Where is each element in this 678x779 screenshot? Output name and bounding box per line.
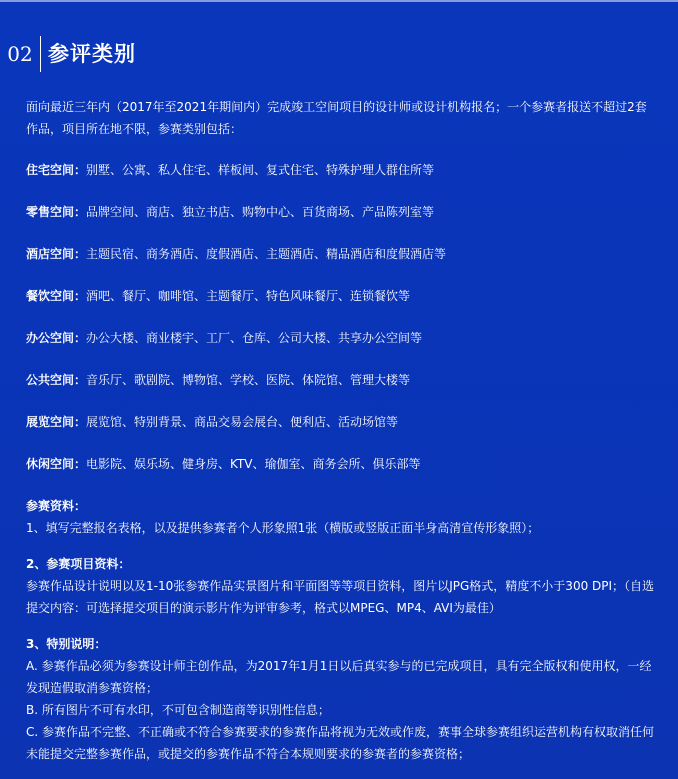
category-row xyxy=(26,453,658,495)
category-row xyxy=(26,159,658,201)
category-row xyxy=(26,327,658,369)
category-name: 酒店空间： xyxy=(26,247,87,261)
project-text: 参赛作品设计说明以及1-10张参赛作品实景图片和平面图等等项目资料，图片以JPG格式，精度不小于300 DPI；（自选提交内容：可选择提交项目的演示影片作为评审参考，格式以MPEG、MP4、AVI为最佳） xyxy=(26,579,655,615)
top-border xyxy=(0,0,678,2)
materials-block xyxy=(26,495,658,539)
notes-block xyxy=(26,633,658,765)
category-row xyxy=(26,411,658,453)
category-name: 餐饮空间： xyxy=(26,289,87,303)
category-name: 住宅空间： xyxy=(26,163,87,177)
category-list xyxy=(26,159,658,495)
note-b: B. 所有图片不可有水印，不可包含制造商等识别性信息； xyxy=(26,703,330,717)
section-number: 02 xyxy=(0,36,41,72)
category-items: 展览馆、特别背景、商品交易会展台、便利店、活动场馆等 xyxy=(86,415,399,429)
category-items: 主题民宿、商务酒店、度假酒店、主题酒店、精品酒店和度假酒店等 xyxy=(86,247,447,261)
category-name: 办公空间： xyxy=(26,331,87,345)
category-name: 零售空间： xyxy=(26,205,87,219)
materials-line: 1、填写完整报名表格，以及提供参赛者个人形象照1张（横版或竖版正面半身高清宣传形象照）； xyxy=(26,521,540,535)
category-row xyxy=(26,369,658,411)
category-items: 音乐厅、歌剧院、博物馆、学校、医院、体院馆、管理大楼等 xyxy=(86,373,411,387)
content xyxy=(26,96,658,765)
note-c: C. 参赛作品不完整、不正确或不符合参赛要求的参赛作品将视为无效或作废，赛事全球参赛组织运营机构有权取消任何未能提交完整参赛作品，或提交的参赛作品不符合本规则要求的参赛者的参赛资格； xyxy=(26,725,655,761)
category-row xyxy=(26,285,658,327)
category-name: 休闲空间： xyxy=(26,457,87,471)
project-block xyxy=(26,553,658,619)
project-title: 2、参赛项目资料： xyxy=(26,557,131,571)
materials-title: 参赛资料： xyxy=(26,499,87,513)
notes-title: 3、特别说明： xyxy=(26,637,107,651)
category-items: 酒吧、餐厅、咖啡馆、主题餐厅、特色风味餐厅、连锁餐饮等 xyxy=(86,289,411,303)
category-items: 办公大楼、商业楼宇、工厂、仓库、公司大楼、共享办公空间等 xyxy=(86,331,423,345)
note-a: A. 参赛作品必须为参赛设计师主创作品，为2017年1月1日以后真实参与的已完成项目，具有完全版权和使用权，一经发现造假取消参赛资格； xyxy=(26,659,652,695)
category-row xyxy=(26,201,658,243)
category-items: 品牌空间、商店、独立书店、购物中心、百货商场、产品陈列室等 xyxy=(86,205,435,219)
category-items: 别墅、公寓、私人住宅、样板间、复式住宅、特殊护理人群住所等 xyxy=(86,163,435,177)
section-title: 参评类别 xyxy=(48,42,136,66)
category-items: 电影院、娱乐场、健身房、KTV、瑜伽室、商务会所、俱乐部等 xyxy=(86,457,421,471)
category-row xyxy=(26,243,658,285)
category-name: 公共空间： xyxy=(26,373,87,387)
section-header xyxy=(0,30,678,78)
category-name: 展览空间： xyxy=(26,415,87,429)
intro-text: 面向最近三年内（2017年至2021年期间内）完成竣工空间项目的设计师或设计机构报名；一个参赛者报送不超过2套作品，项目所在地不限，参赛类别包括： xyxy=(26,100,647,136)
